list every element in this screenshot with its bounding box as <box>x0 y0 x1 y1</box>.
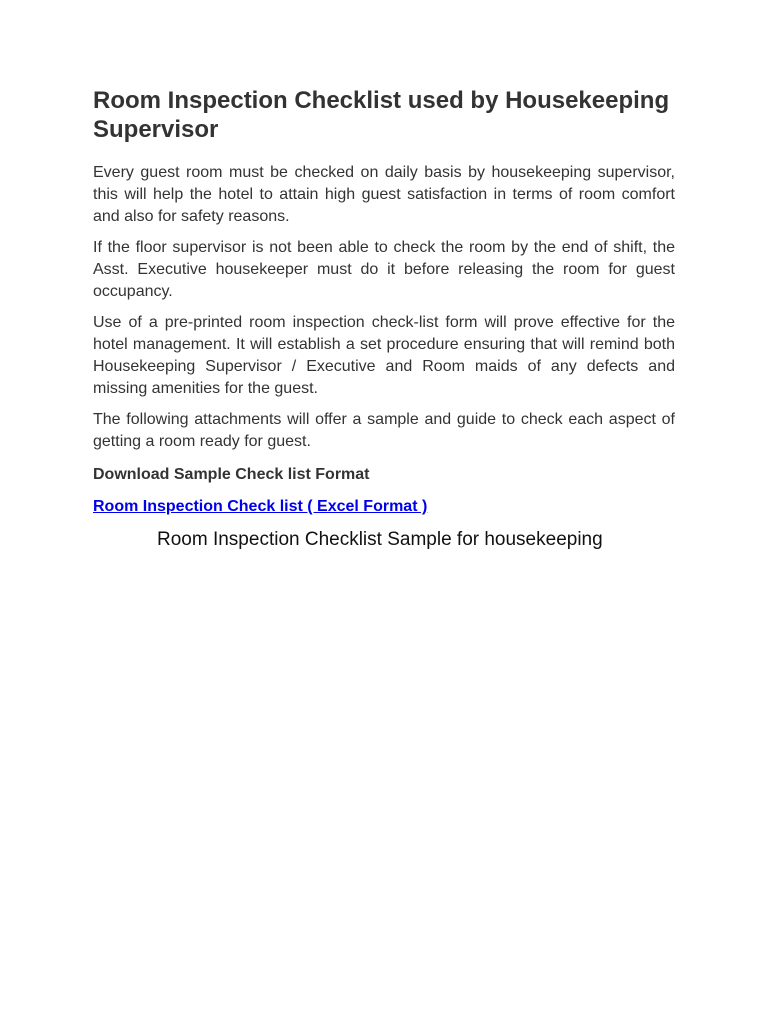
excel-format-link[interactable]: Room Inspection Check list ( Excel Format ) <box>93 498 428 515</box>
download-heading: Download Sample Check list Format <box>93 466 370 483</box>
document-title: Room Inspection Checklist used by Housekeeping Supervisor <box>93 87 670 143</box>
paragraph-attachments: The following attachments will offer a sample and guide to check each aspect of getting a room ready for guest. <box>93 411 675 450</box>
paragraph-floor-supervisor: If the floor supervisor is not been able to check the room by the end of shift, the Asst. Executive housekeeper must do it before releasing the room for guest occupancy. <box>93 239 675 300</box>
paragraph-preprinted-form: Use of a pre-printed room inspection check-list form will prove effective for the hotel management. It will establish a set procedure ensuring that will remind both Housekeeping Supervisor / Executive and Room maids of any defects and missing amenities for the guest. <box>93 314 675 397</box>
checklist-sample-caption: Room Inspection Checklist Sample for housekeeping <box>157 529 603 550</box>
paragraph-daily-check: Every guest room must be checked on daily basis by housekeeping supervisor, this will help the hotel to attain high guest satisfaction in terms of room comfort and also for safety reasons. <box>93 164 675 225</box>
document-page <box>93 86 675 552</box>
